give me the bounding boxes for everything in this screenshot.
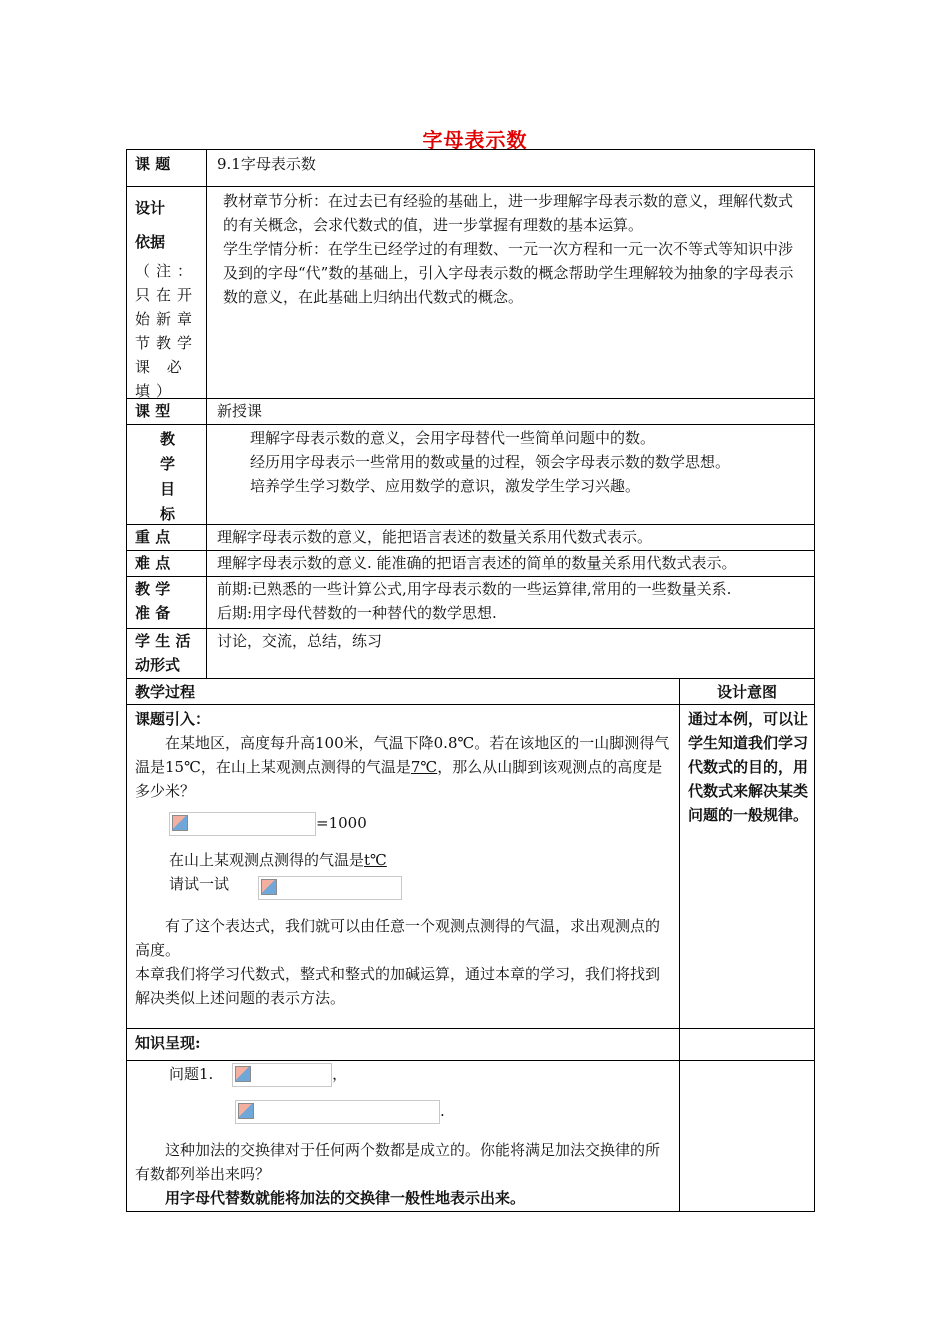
try-text: 请试一试: [169, 875, 230, 893]
label-activity: [127, 629, 207, 678]
intent-header-text: 设计意图: [716, 683, 777, 701]
objective-item: 培养学生学习数学、应用数学的意识，激发学生学习兴趣。: [250, 477, 641, 495]
label-topic: 课 题: [127, 150, 207, 186]
intent-empty: [679, 1061, 814, 1211]
intro-problem: [135, 731, 670, 803]
prep-early: 前期:已熟悉的一些计算公式,用字母表示数的一些运算律,常用的一些数量关系.: [217, 580, 732, 598]
value-key-point: 理解字母表示数的意义，能把语言表述的数量关系用代数式表示。: [217, 528, 653, 546]
intro-problem-text: ，那么从山脚到该观测点的高度是多少米？: [135, 758, 663, 800]
note-line: 始新章: [135, 310, 199, 328]
textbook-analysis: 教材章节分析：在过去已有经验的基础上，进一步理解字母表示数的意义，理解代数式的有关概念，会求代数式的值，进一步掌握有理数的基本运算。: [223, 192, 794, 234]
row-intro: [126, 704, 815, 1028]
label-lesson-type: 课 型: [127, 399, 207, 424]
value-difficulty: 理解字母表示数的意义. 能准确的把语言表述的简单的数量关系用代数式表示。: [217, 554, 737, 572]
intro-chapter-note: 本章我们将学习代数式，整式和整式的加碱运算，通过本章的学习，我们将找到解决类似上述问题的表示方法。: [135, 965, 661, 1007]
intro-heading: 课题引入：: [135, 710, 211, 728]
value-activity: 讨论，交流，总结，练习: [217, 632, 383, 650]
process-header: 教学过程: [135, 683, 196, 701]
row-knowledge: [126, 1060, 815, 1212]
note-line: 填）: [135, 382, 178, 400]
objective-item: 理解字母表示数的意义，会用字母替代一些简单问题中的数。: [250, 429, 656, 447]
row-activity: [126, 628, 815, 678]
intro-t-line: [135, 848, 670, 872]
formula-image: [169, 812, 316, 836]
note-line: （注：: [135, 262, 199, 280]
label-key-point: 重 点: [127, 525, 207, 550]
image-placeholder-icon: [261, 879, 277, 895]
row-topic: [126, 149, 815, 186]
label-char: 目: [159, 480, 175, 498]
intent-intro: 通过本例，可以让学生知道我们学习代数式的目的，用代数式来解决某类问题的一般规律。: [679, 705, 814, 1028]
label-char: 学: [159, 455, 175, 473]
objective-item: 经历用字母表示一些常用的数或量的过程，领会字母表示数的数学思想。: [250, 453, 731, 471]
label-objectives: [127, 425, 207, 524]
student-analysis: 学生学情分析：在学生已经学过的有理数、一元一次方程和一元一次不等式等知识中涉及到的字母“代”数的基础上，引入字母表示数的概念帮助学生理解较为抽象的字母表示数的意义，在此基础上归纳出代数式的概念。: [223, 240, 794, 306]
formula-image: [258, 876, 402, 900]
equation-tail: =1000: [316, 814, 367, 832]
image-placeholder-icon: [235, 1066, 251, 1082]
intro-temp-t: t℃: [364, 851, 387, 869]
basis-note: [135, 259, 200, 403]
row-objectives: [126, 424, 815, 524]
knowledge-content: [135, 1062, 670, 1210]
intent-empty: [679, 1029, 814, 1060]
label-basis-2: 依据: [135, 233, 166, 251]
value-topic: 9.1字母表示数: [217, 155, 316, 173]
formula-image: [232, 1063, 332, 1087]
image-placeholder-icon: [172, 815, 188, 831]
label-design-basis: [127, 187, 207, 398]
label-basis-1: 设计: [135, 199, 166, 217]
row-design-basis: [126, 186, 815, 398]
note-line: 只在开: [135, 286, 199, 304]
label-line: 动形式: [135, 656, 181, 674]
row-lesson-type: [126, 398, 815, 424]
label-char: 标: [159, 505, 175, 523]
note-line: 课 必: [135, 358, 188, 376]
label-difficulty: 难 点: [127, 551, 207, 576]
question-1-label: 问题1.: [169, 1065, 214, 1083]
equation-line: [135, 811, 670, 836]
intro-t-text: 在山上某观测点测得的气温是: [169, 851, 365, 869]
image-placeholder-icon: [238, 1103, 254, 1119]
row-difficulty: [126, 550, 815, 576]
row-preparation: [126, 576, 815, 628]
knowledge-conclusion: 用字母代替数就能将加法的交换律一般性地表示出来。: [165, 1189, 526, 1207]
value-objectives: [250, 426, 804, 498]
row-key-point: [126, 524, 815, 550]
label-line: 教 学: [135, 580, 171, 598]
intent-header: [679, 679, 814, 704]
intro-temp-7: 7℃: [410, 758, 438, 776]
question-1-sep: ，: [332, 1065, 348, 1083]
label-line: 准 备: [135, 604, 171, 622]
question-1-end: .: [440, 1102, 445, 1120]
document-title: 字母表示数: [422, 128, 528, 152]
row-process-header: [126, 678, 815, 704]
intro-expression-note: 有了这个表达式，我们就可以由任意一个观测点测得的气温，求出观测点的高度。: [135, 917, 661, 959]
knowledge-question: 这种加法的交换律对于任何两个数都是成立的。你能将满足加法交换律的所有数都列举出来吗？: [135, 1141, 661, 1183]
value-lesson-type: 新授课: [217, 402, 263, 420]
question-1-line-2: [135, 1099, 670, 1124]
intro-problem-text: 在某地区，高度每升高100米，气温下降0.8℃。若在该地区的一山脚测得气温是15℃，在山上某观测点测得的气温是: [135, 734, 670, 776]
knowledge-heading: 知识呈现:: [135, 1034, 201, 1052]
intro-content: [135, 707, 670, 1010]
row-knowledge-heading: [126, 1028, 815, 1060]
note-line: 节教学: [135, 334, 199, 352]
label-char: 教: [159, 430, 175, 448]
prep-late: 后期:用字母代替数的一种替代的数学思想.: [217, 604, 497, 622]
formula-image: [235, 1100, 440, 1124]
try-line: [135, 872, 670, 900]
value-design-basis: [223, 189, 804, 309]
label-preparation: [127, 577, 207, 628]
question-1-line: [135, 1062, 670, 1087]
label-line: 学 生 活: [135, 632, 191, 650]
value-preparation: [217, 577, 810, 625]
